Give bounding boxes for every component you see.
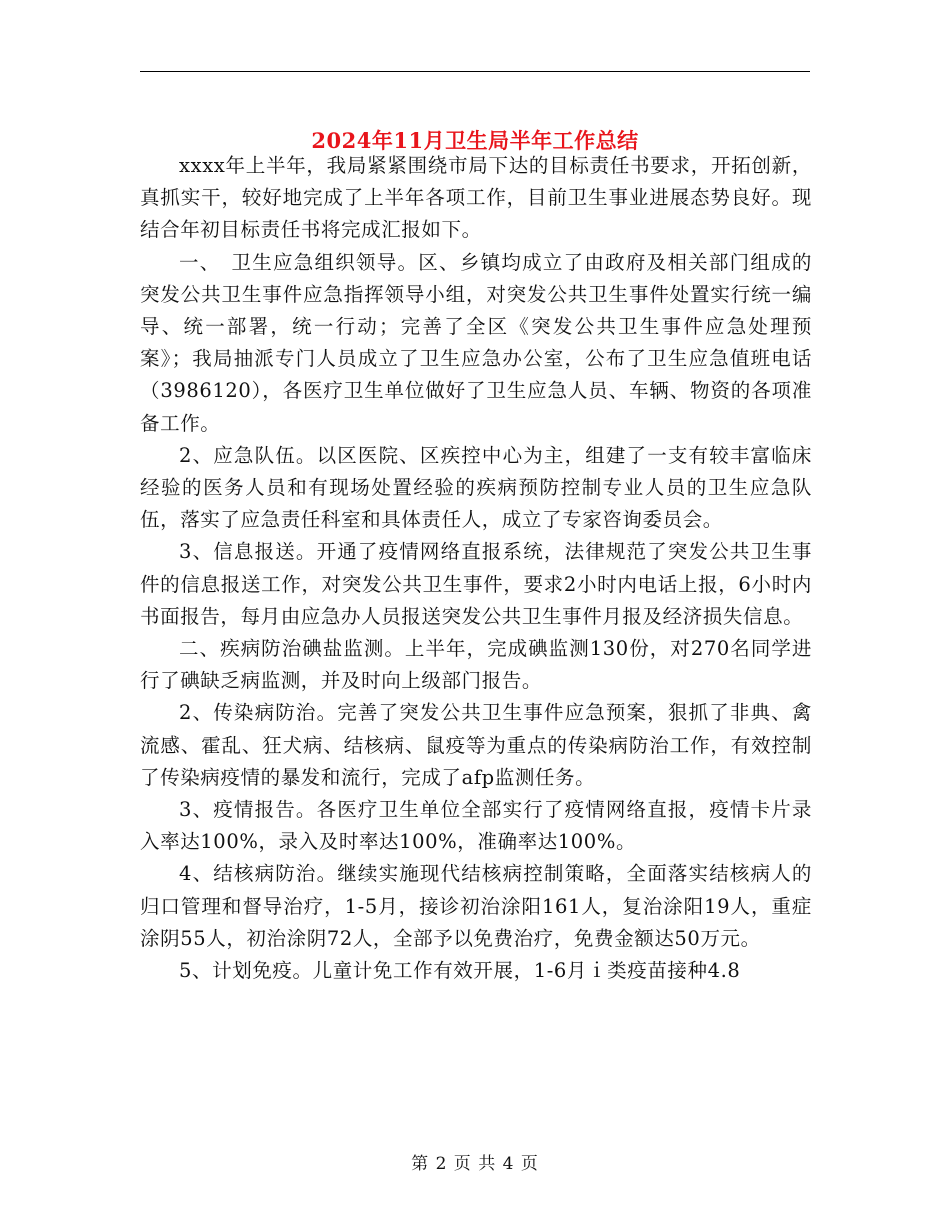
header-rule	[140, 71, 810, 72]
page-footer: 第 2 页 共 4 页	[411, 1154, 539, 1174]
paragraph-information-reporting: 3、信息报送。开通了疫情网络直报系统，法律规范了突发公共卫生事件的信息报送工作，对突发公共卫生事件，要求2小时内电话上报，6小时内书面报告，每月由应急办人员报送突发公共卫生事件月报及经济损失信息。	[140, 540, 812, 628]
document-title: 2024年11月卫生局半年工作总结	[311, 128, 639, 154]
paragraph-emergency-team: 2、应急队伍。以区医院、区疾控中心为主，组建了一支有较丰富临床经验的医务人员和有现场处置经验的疾病预防控制专业人员的卫生应急队伍，落实了应急责任科室和具体责任人，成立了专家咨询委员会。	[140, 443, 812, 532]
paragraph-epidemic-report: 3、疫情报告。各医疗卫生单位全部实行了疫情网络直报，疫情卡片录入率达100%，录入及时率达100%，准确率达100%。	[140, 798, 812, 854]
paragraph-immunization: 5、计划免疫。儿童计免工作有效开展，1-6月ｉ类疫苗接种4.8	[179, 959, 741, 983]
paragraph-iodine-monitoring: 二、疾病防治碘盐监测。上半年，完成碘监测130份，对270名同学进行了碘缺乏病监测，并及时向上级部门报告。	[140, 637, 812, 693]
paragraph-infectious-disease: 2、传染病防治。完善了突发公共卫生事件应急预案，狠抓了非典、禽流感、霍乱、狂犬病、结核病、鼠疫等为重点的传染病防治工作，有效控制了传染病疫情的暴发和流行，完成了afp监测任务。	[140, 701, 812, 789]
paragraph-tuberculosis: 4、结核病防治。继续实施现代结核病控制策略，全面落实结核病人的归口管理和督导治疗，1-5月，接诊初治涂阳161人，复治涂阳19人，重症涂阴55人，初治涂阴72人，全部予以免费治疗，免费金额达50万元。	[140, 862, 812, 950]
paragraph-intro: xxxx年上半年，我局紧紧围绕市局下达的目标责任书要求，开拓创新，真抓实干，较好地完成了上半年各项工作，目前卫生事业进展态势良好。现结合年初目标责任书将完成汇报如下。	[140, 154, 812, 242]
document-body	[140, 150, 812, 987]
paragraph-emergency-organization: 一、 卫生应急组织领导。区、乡镇均成立了由政府及相关部门组成的突发公共卫生事件应急指挥领导小组，对突发公共卫生事件处置实行统一编导、统一部署，统一行动；完善了全区《突发公共卫生事件应急处理预案》；我局抽派专门人员成立了卫生应急办公室，公布了卫生应急值班电话（3986120），各医疗卫生单位做好了卫生应急人员、车辆、物资的各项准备工作。	[140, 250, 812, 435]
